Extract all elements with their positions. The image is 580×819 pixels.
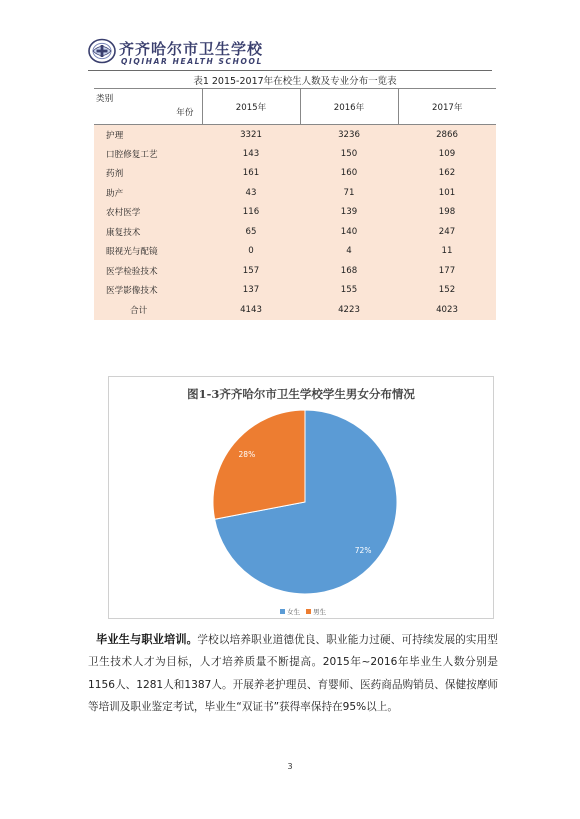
paragraph-lead-dot: 。: [186, 634, 198, 646]
legend-swatch-male: [306, 609, 311, 614]
row-category: 医学影像技术: [94, 281, 202, 301]
gender-pie-chart: [108, 376, 494, 619]
row-value: 139: [300, 203, 398, 223]
row-value: 43: [202, 183, 300, 203]
row-value: 116: [202, 203, 300, 223]
paragraph-lead: 毕业生与职业培训: [96, 633, 187, 646]
paragraph-body: 学校以培养职业道德优良、职业能力过硬、可持续发展的实用型卫生技术人才为目标，人才培养质量不断提高。2015年~2016年毕业生人数分别是1156人、1281人和1387人。开展养老护理员、育婴师、医药商品购销员、保健按摩师等培训及职业鉴定考试，毕业生“双证书”获得率保持在95%以上。: [88, 634, 498, 714]
row-value: 65: [202, 222, 300, 242]
header-divider: [88, 70, 492, 71]
row-category: 农村医学: [94, 203, 202, 223]
row-category: 合计: [94, 300, 202, 320]
table-row: [94, 164, 496, 184]
table-row: [94, 125, 496, 145]
row-value: 11: [398, 242, 496, 262]
legend-label-male: 男生: [313, 608, 327, 616]
school-name-en: QIQIHAR HEALTH SCHOOL: [121, 57, 263, 66]
row-value: 0: [202, 242, 300, 262]
pie-slice-male: [213, 410, 305, 519]
corner-category-label: 类别: [96, 94, 114, 104]
row-category: 口腔修复工艺: [94, 144, 202, 164]
row-category: 医学检验技术: [94, 261, 202, 281]
row-value: 162: [398, 164, 496, 184]
row-category: 眼视光与配镜: [94, 242, 202, 262]
row-value: 143: [202, 144, 300, 164]
row-value: 4223: [300, 300, 398, 320]
table-caption: 表1 2015-2017年在校生人数及专业分布一览表: [193, 76, 397, 87]
page-number: 3: [287, 762, 293, 771]
corner-year-label: 年份: [176, 108, 194, 118]
pie-data-label: 28%: [238, 449, 256, 459]
row-category: 助产: [94, 183, 202, 203]
table-row: [94, 183, 496, 203]
year-header: 2017年: [398, 89, 496, 125]
row-value: 2866: [398, 125, 496, 145]
row-value: 247: [398, 222, 496, 242]
row-value: 198: [398, 203, 496, 223]
row-value: 4143: [202, 300, 300, 320]
row-value: 168: [300, 261, 398, 281]
row-value: 101: [398, 183, 496, 203]
table-row: [94, 144, 496, 164]
row-value: 177: [398, 261, 496, 281]
chart-title: 图1-3齐齐哈尔市卫生学校学生男女分布情况: [187, 387, 415, 401]
legend-swatch-female: [280, 609, 285, 614]
document-header: [88, 36, 264, 68]
row-value: 157: [202, 261, 300, 281]
legend-label-female: 女生: [286, 608, 300, 616]
row-value: 152: [398, 281, 496, 301]
row-value: 155: [300, 281, 398, 301]
row-value: 109: [398, 144, 496, 164]
year-header: 2016年: [300, 89, 398, 125]
row-category: 护理: [94, 125, 202, 145]
table-row: [94, 261, 496, 281]
pie-plot: [109, 377, 495, 620]
table-row: [94, 203, 496, 223]
row-value: 150: [300, 144, 398, 164]
table-header-row: [94, 89, 496, 125]
table-row: [94, 242, 496, 262]
table-row: [94, 222, 496, 242]
table-row: [94, 300, 496, 320]
row-value: 140: [300, 222, 398, 242]
chart-legend: [109, 607, 493, 616]
body-paragraph: [88, 629, 498, 719]
row-category: 药剂: [94, 164, 202, 184]
year-header: 2015年: [202, 89, 300, 125]
row-value: 137: [202, 281, 300, 301]
row-value: 71: [300, 183, 398, 203]
row-value: 161: [202, 164, 300, 184]
school-name-cn: 齐齐哈尔市卫生学校: [119, 40, 264, 58]
row-value: 4: [300, 242, 398, 262]
row-value: 3236: [300, 125, 398, 145]
school-logo-icon: [88, 38, 116, 64]
enrollment-table: [94, 88, 496, 320]
row-value: 3321: [202, 125, 300, 145]
table-row: [94, 281, 496, 301]
table-corner-cell: [94, 89, 202, 125]
row-category: 康复技术: [94, 222, 202, 242]
row-value: 160: [300, 164, 398, 184]
pie-data-label: 72%: [354, 546, 372, 556]
row-value: 4023: [398, 300, 496, 320]
